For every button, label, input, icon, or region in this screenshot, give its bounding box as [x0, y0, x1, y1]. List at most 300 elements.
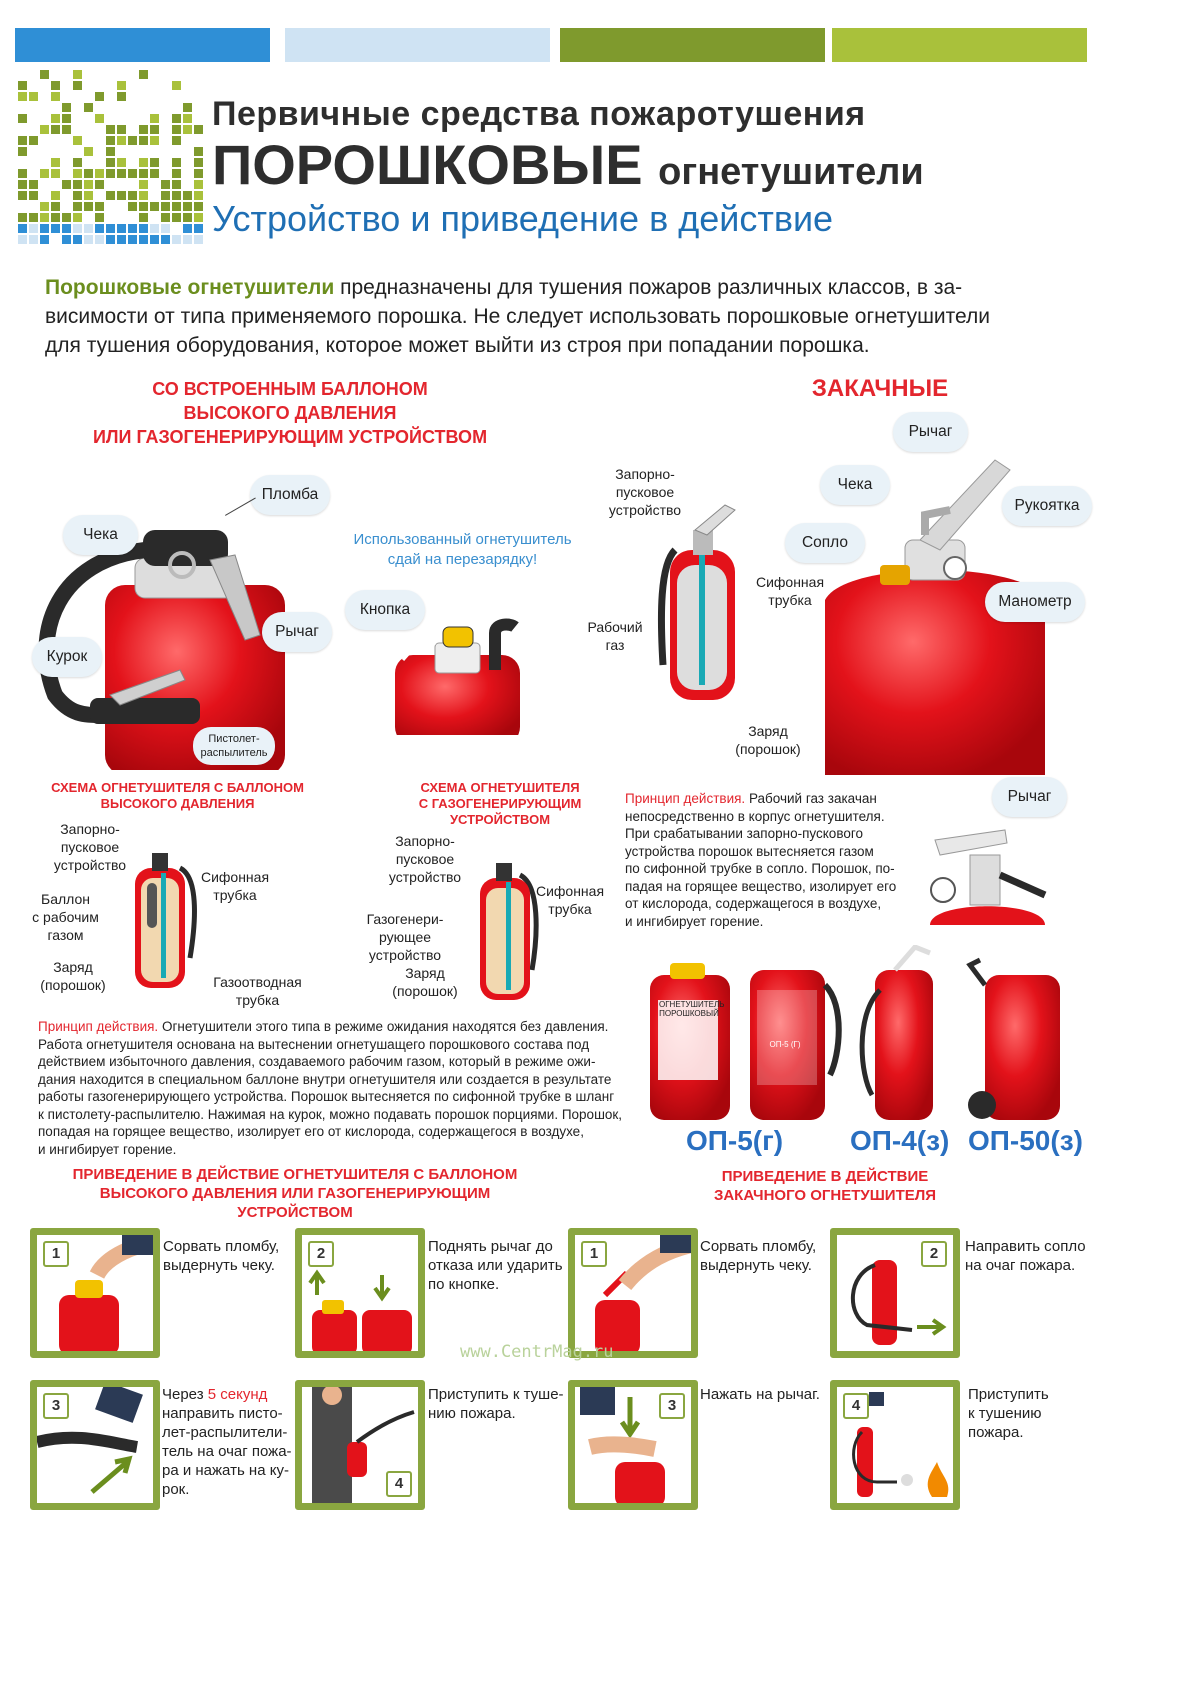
- mosaic-pixel: [40, 169, 49, 178]
- mosaic-pixel: [172, 235, 181, 244]
- mosaic-pixel: [106, 224, 115, 233]
- mosaic-pixel: [117, 191, 126, 200]
- mosaic-pixel: [62, 235, 71, 244]
- right-principle-line-5: падая на горящее вещество, изолирует его: [625, 878, 897, 894]
- mosaic-pixel: [194, 235, 203, 244]
- mosaic-pixel: [150, 202, 159, 211]
- step-right-4-l2: к тушению: [968, 1405, 1042, 1422]
- schema1-ballon-l2: с рабочим: [32, 909, 99, 925]
- pistol-line-1: Пистолет-: [208, 733, 260, 745]
- mosaic-pixel: [172, 191, 181, 200]
- mosaic-pixel: [18, 169, 27, 178]
- top-bar-olive: [560, 28, 825, 62]
- mosaic-pixel: [150, 169, 159, 178]
- step-right-3: [568, 1380, 698, 1510]
- mosaic-pixel: [117, 125, 126, 134]
- mosaic-pixel: [128, 169, 137, 178]
- top-bar-lightblue: [285, 28, 550, 62]
- mosaic-pixel: [73, 158, 82, 167]
- sifon-right-l2: трубка: [768, 592, 812, 608]
- label-kurok: Курок: [32, 637, 102, 677]
- step-left-2-text: [428, 1237, 563, 1294]
- schema1-zpu-l3: устройство: [53, 857, 127, 873]
- stored-pressure-cutaway-illustration: [655, 495, 755, 710]
- mosaic-pixel: [51, 158, 60, 167]
- schema2-zpu-l2: пусковое: [395, 851, 455, 867]
- right-principle-line-0: Рабочий газ закачан: [748, 791, 877, 806]
- mosaic-pixel: [95, 224, 104, 233]
- right-principle-line-6: от кислорода, содержащегося в воздухе,: [625, 896, 882, 911]
- mosaic-pixel: [139, 158, 148, 167]
- label-pistol: [193, 727, 275, 765]
- right-principle-line-2: При срабатывании запорно-пускового: [625, 826, 863, 841]
- schema1-heading-l1: СХЕМА ОГНЕТУШИТЕЛЯ С БАЛЛОНОМ: [51, 780, 304, 795]
- label-gas-right: [580, 618, 650, 654]
- zaryad-right-l2: (порошок): [735, 741, 801, 757]
- left-principle-line-2: действием избыточного давления, создаваемого рабочим газом, который в режиме ожи-: [38, 1054, 596, 1069]
- step-number: 1: [43, 1241, 69, 1267]
- label-zpu-right: [600, 465, 690, 519]
- mosaic-pixel: [106, 235, 115, 244]
- pistol-line-2: распылитель: [200, 747, 268, 759]
- mosaic-pixel: [117, 224, 126, 233]
- mosaic-pixel: [73, 70, 82, 79]
- mosaic-pixel: [128, 136, 137, 145]
- lineup-label-2: ОП-5 (Г): [769, 1040, 801, 1049]
- mosaic-pixel: [161, 180, 170, 189]
- step-right-3-l1: Нажать на рычаг.: [700, 1386, 820, 1403]
- left-principle-line-6: попадая на горящее вещество, изолирует его от кислорода, содержащегося в воздухе,: [38, 1124, 584, 1139]
- step-right-4: [830, 1380, 960, 1510]
- mosaic-pixel: [18, 235, 27, 244]
- mosaic-pixel: [29, 235, 38, 244]
- step-right-2-l1: Направить сопло: [965, 1238, 1086, 1255]
- mosaic-pixel: [117, 136, 126, 145]
- mosaic-pixel: [183, 213, 192, 222]
- mosaic-pixel: [62, 125, 71, 134]
- schema2-gen-l1: Газогенери-: [366, 911, 444, 927]
- step-right-1-text: [700, 1237, 816, 1275]
- mosaic-pixel: [150, 136, 159, 145]
- step-left-2-l2: отказа или ударить: [428, 1257, 563, 1274]
- label-knopka: Кнопка: [345, 590, 425, 630]
- pixel-mosaic-logo: [18, 70, 208, 250]
- step-left-3-l5: ра и нажать на ку-: [162, 1462, 289, 1479]
- mosaic-pixel: [73, 202, 82, 211]
- schema1-gazotv: [205, 973, 310, 1009]
- mosaic-pixel: [95, 114, 104, 123]
- model-op50: ОП-50(з): [968, 1125, 1083, 1156]
- schema1-gazotv-l1: Газоотводная: [213, 974, 302, 990]
- schema1-zpu-l1: Запорно-: [60, 821, 120, 837]
- mosaic-pixel: [172, 213, 181, 222]
- mosaic-pixel: [194, 213, 203, 222]
- schema2-zpu: [385, 832, 465, 886]
- mosaic-pixel: [84, 147, 93, 156]
- mosaic-pixel: [128, 224, 137, 233]
- mosaic-pixel: [51, 125, 60, 134]
- step-right-1-l2: выдернуть чеку.: [700, 1257, 812, 1274]
- step-number: 2: [921, 1241, 947, 1267]
- schema2-sifon-l1: Сифонная: [535, 883, 605, 899]
- step-number: 3: [43, 1393, 69, 1419]
- mosaic-pixel: [117, 158, 126, 167]
- gas-generator-extinguisher-illustration: [385, 615, 525, 735]
- mosaic-pixel: [40, 70, 49, 79]
- label-sifon-right: [750, 573, 830, 609]
- zpu-right-l1: Запорно-: [615, 466, 675, 482]
- step-right-1: [568, 1228, 698, 1358]
- schema1-sifon-l1: Сифонная: [200, 869, 270, 885]
- mosaic-pixel: [106, 158, 115, 167]
- left-heading-line-3: ИЛИ ГАЗОГЕНЕРИРУЮЩИМ УСТРОЙСТВОМ: [92, 427, 488, 447]
- right-principle-line-3: устройства порошок вытесняется газом: [625, 843, 874, 859]
- step-left-3: [30, 1380, 160, 1510]
- left-principle-line-4: работы газогенерирующего устройства. Порошок вытесняется по сифонной трубке в шланг: [38, 1089, 615, 1104]
- mosaic-pixel: [51, 202, 60, 211]
- step-left-4-l2: нию пожара.: [428, 1405, 516, 1422]
- schema2-zpu-l1: Запорно-: [395, 833, 455, 849]
- label-rychag-top: Рычаг: [893, 412, 968, 452]
- step-right-2-text: [965, 1237, 1086, 1275]
- sifon-right-l1: Сифонная: [755, 574, 825, 590]
- schema1-heading: [40, 780, 315, 812]
- mosaic-pixel: [128, 191, 137, 200]
- mosaic-pixel: [128, 235, 137, 244]
- mosaic-pixel: [29, 224, 38, 233]
- mosaic-pixel: [29, 92, 38, 101]
- mosaic-pixel: [18, 136, 27, 145]
- mosaic-pixel: [95, 213, 104, 222]
- right-principle-line-7: и ингибирует горение.: [625, 913, 764, 929]
- step-right-4-l3: пожара.: [968, 1424, 1024, 1441]
- mosaic-pixel: [139, 136, 148, 145]
- step-number: 1: [581, 1241, 607, 1267]
- mosaic-pixel: [51, 191, 60, 200]
- step-right-3-text: [700, 1385, 820, 1404]
- step-number: 4: [843, 1393, 869, 1419]
- mosaic-pixel: [161, 235, 170, 244]
- mosaic-pixel: [106, 136, 115, 145]
- mosaic-pixel: [172, 136, 181, 145]
- mosaic-pixel: [18, 213, 27, 222]
- step-left-1-l2: выдернуть чеку.: [163, 1257, 275, 1274]
- mosaic-pixel: [73, 169, 82, 178]
- schema2-heading-l1: СХЕМА ОГНЕТУШИТЕЛЯ: [420, 780, 580, 795]
- mosaic-pixel: [95, 180, 104, 189]
- mosaic-pixel: [194, 125, 203, 134]
- mosaic-pixel: [106, 125, 115, 134]
- mosaic-pixel: [73, 224, 82, 233]
- mosaic-pixel: [139, 169, 148, 178]
- right-principle-text: [625, 790, 925, 930]
- mosaic-pixel: [183, 103, 192, 112]
- mosaic-pixel: [161, 224, 170, 233]
- step-left-3-l6: рок.: [162, 1481, 190, 1498]
- label-rychag-closeup: Рычаг: [992, 777, 1067, 817]
- step-left-3-l3: лет-распылители-: [162, 1424, 288, 1441]
- schema2-zaryad: [385, 964, 465, 1000]
- label-manometr: Манометр: [985, 582, 1085, 622]
- step-left-3-l4: тель на очаг пожа-: [162, 1443, 292, 1460]
- mosaic-pixel: [62, 224, 71, 233]
- left-principle-line-3: дания находится в специальном баллоне внутри огнетушителя или создается в результате: [38, 1071, 612, 1087]
- step-right-1-l1: Сорвать пломбу,: [700, 1238, 817, 1255]
- mosaic-pixel: [29, 136, 38, 145]
- mosaic-pixel: [95, 202, 104, 211]
- right-principle-label: Принцип действия.: [625, 791, 746, 806]
- mosaic-pixel: [18, 180, 27, 189]
- schema1-sifon: [195, 868, 275, 904]
- left-principle-line-1: Работа огнетушителя основана на вытеснении огнетушащего порошкового состава под: [38, 1036, 590, 1052]
- mosaic-pixel: [139, 180, 148, 189]
- schema1-ballon: [28, 890, 103, 944]
- intro-paragraph: [45, 273, 1085, 360]
- intro-line-1: предназначены для тушения пожаров различных классов, в за-: [340, 276, 963, 299]
- model-op5: ОП-5(г): [686, 1125, 784, 1156]
- mosaic-pixel: [150, 224, 159, 233]
- label-rychag: Рычаг: [262, 612, 332, 652]
- step-number: 3: [659, 1393, 685, 1419]
- steps-right-heading-l2: ЗАКАЧНОГО ОГНЕТУШИТЕЛЯ: [713, 1187, 937, 1204]
- mosaic-pixel: [95, 235, 104, 244]
- schema2-heading-l2: С ГАЗОГЕНЕРИРУЮЩИМ: [418, 796, 582, 811]
- label-rukoyatka: Рукоятка: [1002, 486, 1092, 526]
- schema1-sifon-l2: трубка: [213, 887, 257, 903]
- schema1-ballon-l1: Баллон: [41, 891, 90, 907]
- mosaic-pixel: [117, 81, 126, 90]
- mosaic-pixel: [51, 169, 60, 178]
- mosaic-pixel: [40, 213, 49, 222]
- mosaic-pixel: [29, 191, 38, 200]
- mosaic-pixel: [183, 235, 192, 244]
- schema1-ballon-l3: газом: [47, 927, 84, 943]
- zpu-right-l3: устройство: [608, 502, 682, 518]
- schema2-zpu-l3: устройство: [388, 869, 462, 885]
- label-plomba: Пломба: [250, 475, 330, 515]
- mosaic-pixel: [139, 235, 148, 244]
- schema1-heading-l2: ВЫСОКОГО ДАВЛЕНИЯ: [100, 796, 255, 811]
- steps-right-heading: [700, 1167, 950, 1205]
- step-left-3-l2: направить писто-: [162, 1405, 283, 1422]
- mosaic-pixel: [73, 81, 82, 90]
- recharge-line-1: Использованный огнетушитель: [353, 531, 572, 548]
- mosaic-pixel: [139, 224, 148, 233]
- mosaic-pixel: [106, 147, 115, 156]
- mosaic-pixel: [161, 213, 170, 222]
- intro-line-2: висимости от типа применяемого порошка. Не следует использовать порошковые огнетушители: [45, 305, 990, 328]
- left-heading-line-1: СО ВСТРОЕННЫМ БАЛЛОНОМ: [152, 379, 428, 399]
- mosaic-pixel: [161, 191, 170, 200]
- label-cheka-right: Чека: [820, 465, 890, 505]
- mosaic-pixel: [172, 180, 181, 189]
- mosaic-pixel: [139, 191, 148, 200]
- mosaic-pixel: [172, 81, 181, 90]
- step-right-4-l1: Приступить: [968, 1386, 1049, 1403]
- mosaic-pixel: [84, 224, 93, 233]
- schema1-zpu-l2: пусковое: [60, 839, 120, 855]
- label-zaryad-right: [728, 722, 808, 758]
- mosaic-pixel: [150, 114, 159, 123]
- step-left-3-red: 5 секунд: [207, 1386, 268, 1403]
- mosaic-pixel: [40, 235, 49, 244]
- mosaic-pixel: [18, 147, 27, 156]
- step-left-2-l1: Поднять рычаг до: [428, 1238, 553, 1255]
- mosaic-pixel: [194, 147, 203, 156]
- mosaic-pixel: [150, 235, 159, 244]
- schema2-zaryad-l1: Заряд: [405, 965, 445, 981]
- mosaic-pixel: [172, 125, 181, 134]
- steps-left-heading-l3: УСТРОЙСТВОМ: [237, 1204, 353, 1221]
- recharge-note: [340, 530, 585, 570]
- mosaic-pixel: [84, 202, 93, 211]
- mosaic-pixel: [18, 92, 27, 101]
- steps-left-heading: [45, 1165, 545, 1222]
- schema2-gen-l3: устройство: [368, 947, 442, 963]
- schema2-heading: [400, 780, 600, 828]
- right-principle-line-1: непосредственно в корпус огнетушителя.: [625, 808, 885, 824]
- mosaic-pixel: [106, 169, 115, 178]
- schema2-heading-l3: УСТРОЙСТВОМ: [449, 812, 551, 827]
- intro-line-3: для тушения оборудования, которое может выйти из строя при попадании порошка.: [45, 334, 870, 357]
- mosaic-pixel: [183, 125, 192, 134]
- watermark: www.CentrMag.ru: [460, 1342, 614, 1362]
- left-principle-line-5: к пистолету-распылителю. Нажимая на курок, можно подавать порошок порциями. Порошок,: [38, 1106, 623, 1122]
- mosaic-pixel: [62, 103, 71, 112]
- mosaic-pixel: [117, 92, 126, 101]
- mosaic-pixel: [18, 191, 27, 200]
- title-small: огнетушители: [658, 151, 924, 193]
- mosaic-pixel: [172, 114, 181, 123]
- step-left-3-text: [162, 1385, 292, 1499]
- mosaic-pixel: [84, 235, 93, 244]
- mosaic-pixel: [194, 202, 203, 211]
- lineup-label-1: ОГНЕТУШИТЕЛЬ ПОРОШКОВЫЙ: [659, 1000, 725, 1018]
- mosaic-pixel: [84, 180, 93, 189]
- mosaic-pixel: [29, 180, 38, 189]
- step-left-4: [295, 1380, 425, 1510]
- mosaic-pixel: [62, 213, 71, 222]
- mosaic-pixel: [62, 114, 71, 123]
- step-left-3-pre: Через: [162, 1386, 204, 1403]
- title-big: ПОРОШКОВЫЕ: [212, 133, 643, 196]
- mosaic-pixel: [172, 202, 181, 211]
- mosaic-pixel: [194, 224, 203, 233]
- schema2-gen-l2: рующее: [378, 929, 432, 945]
- mosaic-pixel: [84, 103, 93, 112]
- left-section-heading: [90, 377, 490, 449]
- right-section-heading: ЗАКАЧНЫЕ: [811, 375, 949, 402]
- gas-right-l2: газ: [605, 637, 625, 653]
- zpu-right-l2: пусковое: [615, 484, 675, 500]
- schema1-gazotv-l2: трубка: [235, 992, 280, 1008]
- schema1-zaryad-l2: (порошок): [40, 977, 106, 993]
- right-principle-line-4: по сифонной трубке в сопло. Порошок, по-: [625, 861, 895, 876]
- step-left-2-l3: по кнопке.: [428, 1276, 500, 1293]
- left-principle-line-7: и ингибирует горение.: [38, 1141, 177, 1157]
- mosaic-pixel: [128, 202, 137, 211]
- steps-right-heading-l1: ПРИВЕДЕНИЕ В ДЕЙСТВИЕ: [721, 1168, 929, 1185]
- model-op4: ОП-4(з): [850, 1125, 950, 1156]
- mosaic-pixel: [183, 114, 192, 123]
- mosaic-pixel: [139, 202, 148, 211]
- step-right-2: [830, 1228, 960, 1358]
- step-left-2: [295, 1228, 425, 1358]
- mosaic-pixel: [106, 191, 115, 200]
- step-left-1-text: [163, 1237, 279, 1275]
- step-left-1: [30, 1228, 160, 1358]
- mosaic-pixel: [51, 92, 60, 101]
- step-left-4-l1: Приступить к туше-: [428, 1386, 564, 1403]
- mosaic-pixel: [73, 191, 82, 200]
- mosaic-pixel: [40, 125, 49, 134]
- mosaic-pixel: [51, 114, 60, 123]
- mosaic-pixel: [183, 224, 192, 233]
- mosaic-pixel: [18, 81, 27, 90]
- mosaic-pixel: [18, 224, 27, 233]
- lever-closeup-illustration: [925, 815, 1050, 930]
- mosaic-pixel: [194, 158, 203, 167]
- mosaic-pixel: [139, 70, 148, 79]
- mosaic-pixel: [29, 213, 38, 222]
- mosaic-pixel: [51, 81, 60, 90]
- mosaic-pixel: [139, 125, 148, 134]
- step-number: 4: [386, 1471, 412, 1497]
- page-subtitle: Устройство и приведение в действие: [212, 198, 834, 239]
- mosaic-pixel: [150, 125, 159, 134]
- top-bar-lime: [832, 28, 1087, 62]
- step-number: 2: [308, 1241, 334, 1267]
- mosaic-pixel: [183, 202, 192, 211]
- mosaic-pixel: [172, 158, 181, 167]
- mosaic-pixel: [84, 169, 93, 178]
- schema2-sifon: [530, 882, 610, 918]
- schema2-zaryad-l2: (порошок): [392, 983, 458, 999]
- recharge-line-2: сдай на перезарядку!: [387, 551, 538, 568]
- mosaic-pixel: [73, 235, 82, 244]
- zaryad-right-l1: Заряд: [748, 723, 788, 739]
- left-principle-text: [38, 1018, 638, 1158]
- gas-right-l1: Рабочий: [587, 619, 643, 635]
- schema1-zpu: [50, 820, 130, 874]
- schema1-cutaway-illustration: [125, 848, 205, 993]
- mosaic-pixel: [40, 224, 49, 233]
- label-soplo: Сопло: [785, 523, 865, 563]
- label-cheka: Чека: [63, 515, 138, 555]
- step-right-2-l2: на очаг пожара.: [965, 1257, 1076, 1274]
- mosaic-pixel: [161, 202, 170, 211]
- steps-left-heading-l1: ПРИВЕДЕНИЕ В ДЕЙСТВИЕ ОГНЕТУШИТЕЛЯ С БАЛЛОНОМ: [72, 1166, 518, 1183]
- page-title: Первичные средства пожаротушения: [212, 95, 866, 133]
- steps-left-heading-l2: ВЫСОКОГО ДАВЛЕНИЯ ИЛИ ГАЗОГЕНЕРИРУЮЩИМ: [99, 1185, 491, 1202]
- extinguisher-lineup-illustration: [640, 945, 1080, 1125]
- step-right-4-text: [968, 1385, 1049, 1442]
- mosaic-pixel: [117, 169, 126, 178]
- top-bar-blue: [15, 28, 270, 62]
- left-principle-label: Принцип действия.: [38, 1019, 159, 1034]
- step-left-1-l1: Сорвать пломбу,: [163, 1238, 280, 1255]
- mosaic-pixel: [139, 213, 148, 222]
- mosaic-pixel: [73, 180, 82, 189]
- mosaic-pixel: [73, 213, 82, 222]
- mosaic-pixel: [62, 180, 71, 189]
- mosaic-pixel: [194, 180, 203, 189]
- mosaic-pixel: [95, 169, 104, 178]
- mosaic-pixel: [18, 114, 27, 123]
- left-principle-line-0: Огнетушители этого типа в режиме ожидания находятся без давления.: [161, 1019, 609, 1034]
- mosaic-pixel: [95, 92, 104, 101]
- mosaic-pixel: [194, 169, 203, 178]
